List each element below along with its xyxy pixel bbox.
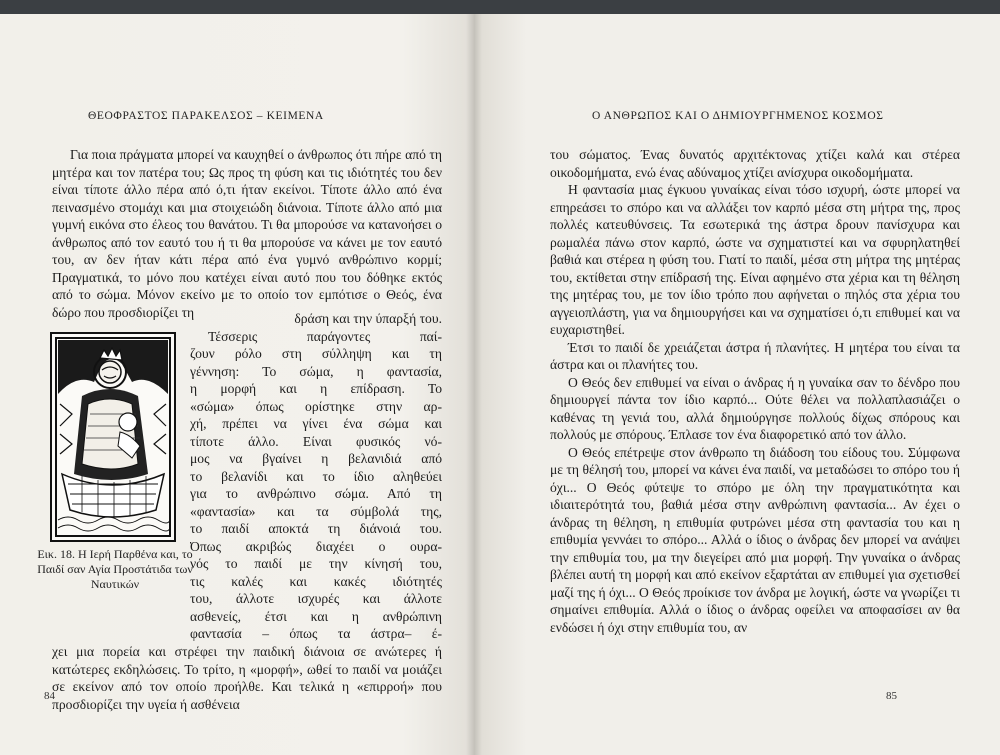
text-line: νός το παιδί με την κίνησή του, [190, 556, 442, 571]
body-text [550, 146, 960, 636]
text-line: η μορφή και η επίδραση. Το [190, 381, 442, 396]
text-line: για το ανθρώπινο σώμα. Από τη [190, 486, 442, 501]
text-line: δράση και την ύπαρξή του. [294, 311, 442, 326]
wrapped-text-block [190, 310, 442, 643]
text-line: γέννηση: Το σώμα, η φαντασία, [190, 363, 442, 379]
page-number: 85 [886, 690, 897, 702]
paragraph: Η φαντασία μιας έγκυου γυναίκας είναι τόσο ισχυρή, ώστε μπορεί να επηρεάσει το σπόρο και να αλλάξει τον καρπό μέσα στη μήτρα της, προς πολλές κατευθύνσεις. Τα εσωτερικά της άστρα δρουν πανίσχυρα και ρωμαλέα πάνω στον καρπό, ώστε να σχηματιστεί και να σφυρηλατηθεί βαθιά και στέρεα η φύση του. Γιατί το παιδί, μέσα στη μήτρα της μητέρας του, εκτίθεται στην επίδρασή της. Είναι αφημένο στα χέρια και τη θέληση της μητέρας του, με τον ίδιο τρόπο που αφήνεται ο πηλός στα χέρια του αγγειοπλάστη, για να δημιουργήσει και να σχηματίσει ό,τι επιθυμεί και να ευχαριστηθεί. [550, 182, 960, 337]
text-line: μος να βγαίνει η βελανιδιά από [190, 451, 442, 466]
text-line: τίποτε άλλο. Είναι φυσικός νό- [190, 433, 442, 449]
text-line: ζουν ρόλο στη σύλληψη και τη [190, 346, 442, 361]
text-line: «σώμα» όπως ορίστηκε στην αρ- [190, 398, 442, 414]
text-line: το βελανίδι και το ίδιο αληθεύει [190, 468, 442, 484]
page-number: 84 [44, 690, 55, 702]
text-line: τις καλές και κακές ιδιότητές [190, 573, 442, 589]
text-line: ασθενείς, έτσι και η ανθρώπινη [190, 608, 442, 624]
running-head: ΘΕΟΦΡΑΣΤΟΣ ΠΑΡΑΚΕΛΣΟΣ – ΚΕΙΜΕΝΑ [88, 110, 324, 122]
body-text-bottom [52, 643, 442, 713]
paragraph: Ο Θεός δεν επιθυμεί να είναι ο άνδρας ή η γυναίκα σαν το δένδρο που δημιουργεί πάντα τον ίδιο καρπό... Ούτε θέλει να πολλαπλασιάζει ο καθένας τη γενιά του, αλλά δημιούργησε πολλούς δίχως σπόρους και πολλούς με σπόρους. Έπλασε τον ένα διαφορετικό από τον άλλο. [550, 374, 960, 442]
madonna-woodcut-illustration [50, 332, 176, 542]
paragraph: χει μια πορεία και στρέφει την παιδική διάνοια σε ανώτερες ή κατώτερες εκδηλώσεις. Το τρίτο, η «μορφή», ωθεί το παιδί να μοιάζει σε εκείνον από τον οποίο προήλθε. Και τελικά η «επιρροή» που προσδιορίζει την υγεία ή ασθένεια [52, 644, 442, 712]
paragraph: Έτσι το παιδί δε χρειάζεται άστρα ή πλανήτες. Η μητέρα του είναι τα άστρα και οι πλανήτες του. [550, 339, 960, 372]
woodcut-image [52, 334, 174, 540]
left-page [0, 14, 474, 755]
running-head: Ο ΑΝΘΡΩΠΟΣ ΚΑΙ Ο ΔΗΜΙΟΥΡΓΗΜΕΝΟΣ ΚΟΣΜΟΣ [592, 110, 884, 122]
paragraph: Ο Θεός επέτρεψε στον άνθρωπο τη διάδοση του είδους του. Σύμφωνα με τη θέλησή του, μπορεί να κάνει ένα παιδί, να μεταδώσει το σπόρο του ή όχι... Ο Θεός φύτεψε το σπόρο με όλη την πραγματικότητα και ιδιαιτερότητά του, βαθιά μέσα στην ανθρώπινη φαντασία... Αν έχει ο άνδρας τη θέληση, η επιθυμία φυτρώνει μέσα στη φαντασία του και η επιθυμία γεννάει το σπόρο... Αλλά ο ίδιος ο άνδρας δεν μπορεί να ανάψει την επιθυμία του, μα την διεγείρει από μια μορφή. Την γυναίκα ο άνδρας βλέπει αυτή τη μορφή και από εκείνον εξαρτάται αν επιθυμεί για σχετισθεί μαζί της ή όχι... Ο Θεός προίκισε τον άνδρα με λογική, ώστε να γνωρίζει τι σημαίνει επιθυμία. Αλλά ο ίδιος ο άνδρας οφείλει να αποφασίσει αν θα ενδώσει ή όχι στην επιθυμία του, αν [550, 444, 960, 635]
paragraph: Για ποια πράγματα μπορεί να καυχηθεί ο άνθρωπος ότι πήρε από τη μητέρα και τον πατέρα του; Ως προς τη φύση και τις ιδιότητές του δεν είναι τίποτε άλλο πέρα από ό,τι ήταν εκείνοι. Τίποτε άλλο από ένα πεινασμένο στομάχι και μια στοιχειώδη διάνοια. Τίποτε άλλο από μια γυμνή εικόνα στο έλεος του θανάτου. Τι θα μπορούσε να κατανοήσει ο άνθρωπος από τον εαυτό του ή τι θα μπορούσε να κάνει με τον εαυτό του, αν δεν ήταν κάτι πέρα από ένα γυμνό ανθρώπινο κορμί; Πραγματικά, το μόνο που κατέχει είναι αυτό που του δόθηκε εκτός από το σώμα. Μόνον εκείνο με το οποίο τον εμπότισε ο Θεός, ένα δώρο που προσδιορίζει τη [52, 147, 442, 320]
text-line: Όπως ακριβώς διαχέει ο ουρα- [190, 538, 442, 554]
text-line: του, άλλοτε ισχυρές και άλλοτε [190, 591, 442, 606]
text-line: «φαντασία» και τα σύμβολά της, [190, 503, 442, 519]
text-line: Τέσσερις παράγοντες παί- [208, 328, 442, 344]
paragraph: του σώματος. Ένας δυνατός αρχιτέκτονας χτίζει καλά και στέρεα οικοδομήματα, ενώ ένας αδύναμος χτίζει ανίσχυρα οικοδομήματα. [550, 147, 960, 180]
text-line: χή, πρέπει να γίνει ένα σώμα και [190, 416, 442, 431]
right-page [474, 14, 1000, 755]
book-spine-shadow [466, 14, 482, 755]
text-line: το παιδί αποκτά τη διάνοιά του. [190, 521, 442, 536]
figure-caption: Εικ. 18. Η Ιερή Παρθένα και, το Παιδί σαν Αγία Προστάτιδα των Ναυτικών [37, 547, 193, 591]
body-text [52, 146, 442, 321]
text-line: φαντασία – όπως τα άστρα– έ- [190, 626, 442, 641]
